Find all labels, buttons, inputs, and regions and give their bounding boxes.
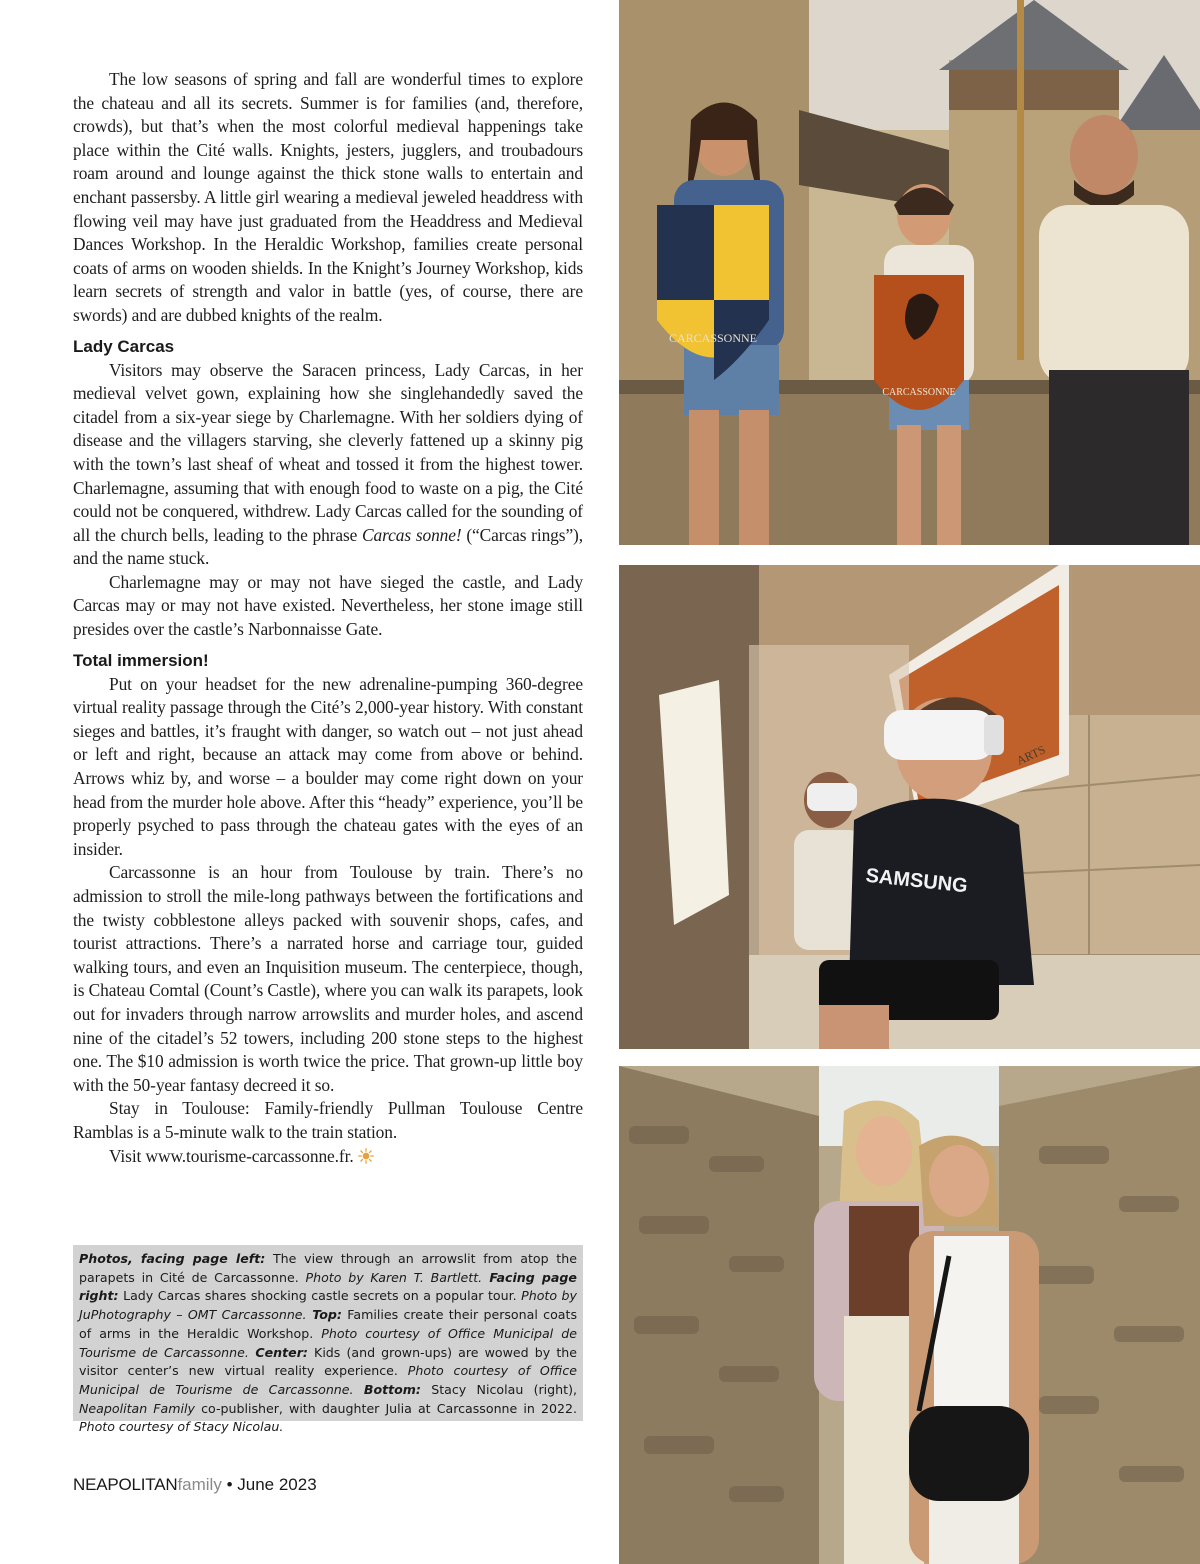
paragraph-stay: Stay in Toulouse: Family-friendly Pullman Toulouse Centre Ramblas is a 5-minute walk to the train station. [73,1098,583,1142]
shield-text: CARCASSONNE [882,387,956,398]
paragraph-summer: The low seasons of spring and fall are wonderful times to explore the chateau and all its secrets. Summer is for families (and, therefore, crowds), but that’s when the most colorful medieval happenings take place within the Cité walls. Knights, jesters, jugglers, and troubadours roam around and lounge against the thick stone walls to entertain and enchant passersby. A little girl wearing a medieval jeweled headdress with flowing veil may have just graduated from the Headdress and Medieval Dances Workshop. In the Heraldic Workshop, families create personal coats of arms on wooden shields. In the Knight’s Journey Workshop, kids learn secrets of strength and valor in battle (yes, of course, there are swords) and are dubbed knights of the realm. [73,69,583,325]
caption-text: Families create their personal coats of arms in the Heraldic Workshop. [79,1307,578,1341]
sun-icon [358,1148,374,1164]
poster-text: ARTS [1014,742,1048,768]
photo-heraldic-workshop [619,0,1200,545]
shirt-text: SAMSUNG [864,864,969,898]
caption-credit: Photo by JuPhotography – OMT Carcassonne. [79,1288,577,1323]
caption-label: Center: [248,1344,308,1360]
paragraph-visit-info: Carcassonne is an hour from Toulouse by train. There’s no admission to stroll the mile-long pathways between the fortifications and the twisty cobblestone alleys packed with souvenir shops, cafes, and tourist attractions. There’s a narrated horse and carriage tour, guided walking tours, and even an Inquisition museum. The centerpiece, though, is Chateau Comtal (Count’s Castle), where you can walk its parapets, look out for invaders through narrow arrowslits and murder holes, and ascend nine of the citadel’s 52 towers, including 200 stone steps to the highest one. The $10 admission is worth twice the price. That grown-up little boy with the 50-year fantasy decreed it so. [73,862,583,1095]
shield-text: CARCASSONNE [668,331,758,345]
caption-label: Top: [306,1307,342,1323]
caption-label: Photos, facing page left: [79,1251,266,1266]
text-run: (“Carcas rings”), and the name stuck. [73,524,583,569]
paragraph-lady-carcas [73,359,583,571]
text-run: Visitors may observe the Saracen princess, Lady Carcas, in her medieval velvet gown, explaining how she singlehandedly saved the citadel from a six-year siege by Charlemagne. With her soldiers dying of disease and the villagers starving, she cleverly fattened up a skinny pig with the town’s last sheaf of wheat and tossed it from the highest tower. Charlemagne, assuming that with enough food to waste on a pig, the Cité could not be conquered, withdrew. Lady Carcas called for the sounding of all the church bells, leading to the phrase [73,359,583,545]
caption-credit: Photo by Karen T. Bartlett. [305,1269,483,1285]
footer-brand-family: family [177,1475,222,1494]
page-footer [73,1475,317,1495]
caption-credit: Photo courtesy of Stacy Nicolau. [79,1419,284,1435]
footer-brand: NEAPOLITAN [73,1475,178,1494]
caption-text: Stacy Nicolau (right), [420,1381,577,1397]
caption-text: The view through an arrowslit from atop the parapets in Cité de Carcassonne. [79,1251,577,1285]
footer-date: • June 2023 [221,1475,317,1494]
heading-lady-carcas: Lady Carcas [73,336,175,356]
paragraph-vr: Put on your headset for the new adrenaline-pumping 360-degree virtual reality passage through the Cité’s 2,000-year history. With constant sieges and battles, it’s fraught with danger, so watch out – not just ahead or left and right, because an attack may come from above or behind. Arrows whiz by, and worse – a boulder may come right down on your head from the murder hole above. After this “heady” experience, you’ll be properly psyched to pass through the chateau gates with the eyes of an insider. [73,673,583,859]
article-text [73,68,583,1168]
paragraph-charlemagne: Charlemagne may or may not have sieged the castle, and Lady Carcas may or may not have existed. Nevertheless, her stone image still presides over the castle’s Narbonnaisse Gate. [73,571,583,640]
caption-text: co-publisher, with daughter Julia at Carcassonne in 2022. [195,1400,577,1416]
photo-mother-daughter [619,1066,1200,1564]
text-run-italic: Carcas sonne! [362,524,462,545]
caption-text: Kids (and grown-ups) are wowed by the visitor center’s new virtual reality experience. [79,1344,577,1379]
caption-credit: Photo courtesy of Office Municipal de Tourisme de Carcassonne. [79,1325,577,1360]
caption-text: Lady Carcas shares shocking castle secrets on a popular tour. [118,1288,522,1304]
website-text: Visit www.tourisme-carcassonne.fr. [109,1145,354,1166]
heading-total-immersion: Total immersion! [73,650,209,670]
photo-caption-box [73,1245,583,1435]
caption-label: Bottom: [363,1381,421,1397]
caption-label: Facing page right: [79,1269,577,1304]
caption-credit: Photo courtesy of Office Municipal de Tourisme de Carcassonne. [79,1363,578,1397]
paragraph-visit-link [73,1145,583,1169]
caption-publication: Neapolitan Family [79,1400,195,1416]
photo-virtual-reality [619,565,1200,1049]
